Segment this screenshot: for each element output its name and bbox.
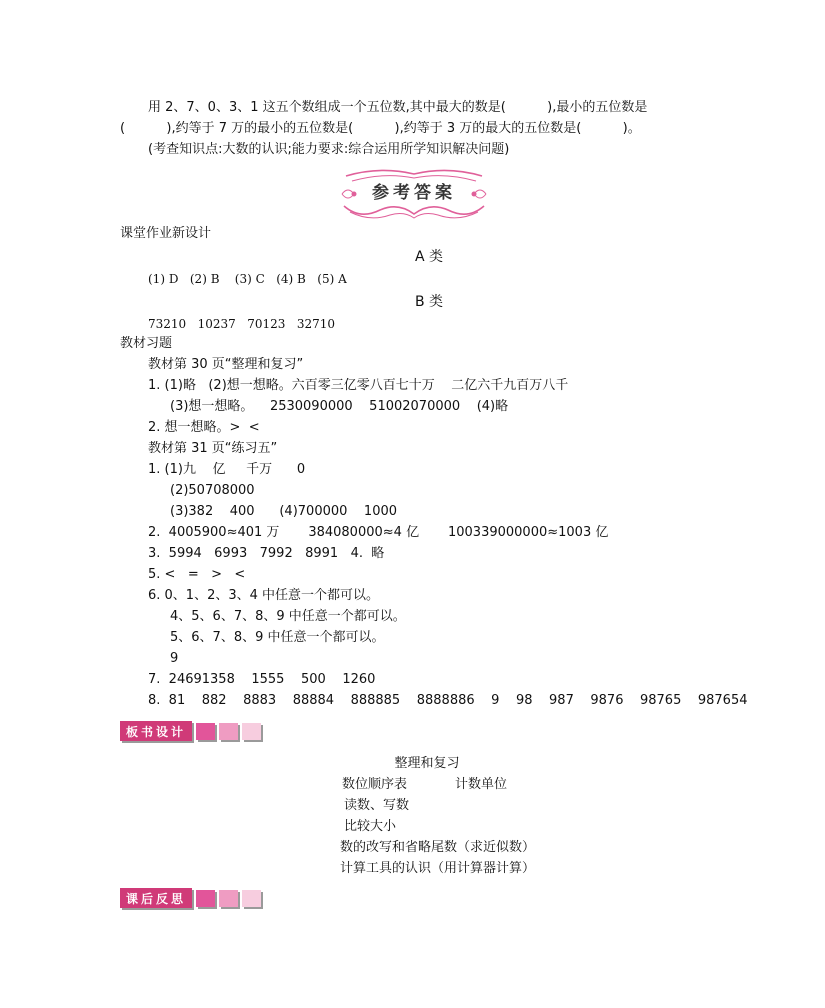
reflection-tag xyxy=(120,888,261,908)
category-b-label: B 类 xyxy=(414,294,444,310)
category-b-answers: 73210 10237 70123 32710 xyxy=(148,317,336,331)
question-line-2: ( ),约等于 7 万的最小的五位数是( ),约等于 3 万的最大的五位数是( )。 xyxy=(120,121,641,136)
tag-square-2 xyxy=(219,723,238,740)
category-a-answers: (1) D (2) B (3) C (4) B (5) A xyxy=(148,272,347,286)
tag-square-3 xyxy=(242,723,261,740)
tag-square-3 xyxy=(242,890,261,907)
p30-item-1a: 1. (1)略 (2)想一想略。六百零三亿零八百七十万 二亿六千九百万八千 xyxy=(148,378,569,393)
p30-title: 教材第 30 页“整理和复习” xyxy=(148,357,304,372)
category-a-label: A 类 xyxy=(414,249,444,265)
p30-item-2: 2. 想一想略。> < xyxy=(148,420,260,435)
p31-title: 教材第 31 页“练习五” xyxy=(148,441,278,456)
p31-item-1a: 1. (1)九 亿 千万 0 xyxy=(148,462,306,477)
answer-banner-title: 参考答案 xyxy=(372,183,456,203)
board-title: 整理和复习 xyxy=(394,756,460,771)
board-row-5: 计算工具的认识（用计算器计算） xyxy=(340,861,536,876)
board-design-tag-label: 板书设计 xyxy=(120,721,192,741)
board-row-1-left: 数位顺序表 xyxy=(342,777,408,792)
tag-square-1 xyxy=(196,890,215,907)
p31-item-8: 8. 81 882 8883 88884 888885 8888886 9 98 987 9876 98765 987654 xyxy=(148,693,748,708)
question-note: (考查知识点:大数的认识;能力要求:综合运用所学知识解决问题) xyxy=(148,142,510,157)
answer-banner xyxy=(340,166,488,222)
p31-item-1b: (2)50708000 xyxy=(170,483,255,498)
board-row-1-right: 计数单位 xyxy=(455,777,508,792)
p30-item-1b: (3)想一想略。 2530090000 51002070000 (4)略 xyxy=(170,399,509,414)
p31-item-6a: 6. 0、1、2、3、4 中任意一个都可以。 xyxy=(148,588,380,603)
p31-item-1c: (3)382 400 (4)700000 1000 xyxy=(170,504,398,519)
board-row-4: 数的改写和省略尾数（求近似数） xyxy=(340,840,536,855)
board-row-3: 比较大小 xyxy=(344,819,397,834)
tag-square-2 xyxy=(219,890,238,907)
reflection-tag-label: 课后反思 xyxy=(120,888,192,908)
tag-square-1 xyxy=(196,723,215,740)
p31-item-6c: 5、6、7、8、9 中任意一个都可以。 xyxy=(170,630,385,645)
p31-item-3: 3. 5994 6993 7992 8991 4. 略 xyxy=(148,546,385,561)
p31-item-2: 2. 4005900≈401 万 384080000≈4 亿 100339000000≈1003 亿 xyxy=(148,525,609,540)
textbook-heading: 教材习题 xyxy=(120,336,173,351)
p31-item-5: 5. < = > < xyxy=(148,567,246,582)
p31-item-6d: 9 xyxy=(170,651,179,666)
question-line-1: 用 2、7、0、3、1 这五个数组成一个五位数,其中最大的数是( ),最小的五位数是 xyxy=(148,100,648,115)
board-design-tag xyxy=(120,721,261,741)
p31-item-7: 7. 24691358 1555 500 1260 xyxy=(148,672,376,687)
board-row-2: 读数、写数 xyxy=(344,798,410,813)
p31-item-6b: 4、5、6、7、8、9 中任意一个都可以。 xyxy=(170,609,406,624)
classwork-heading: 课堂作业新设计 xyxy=(120,226,212,241)
